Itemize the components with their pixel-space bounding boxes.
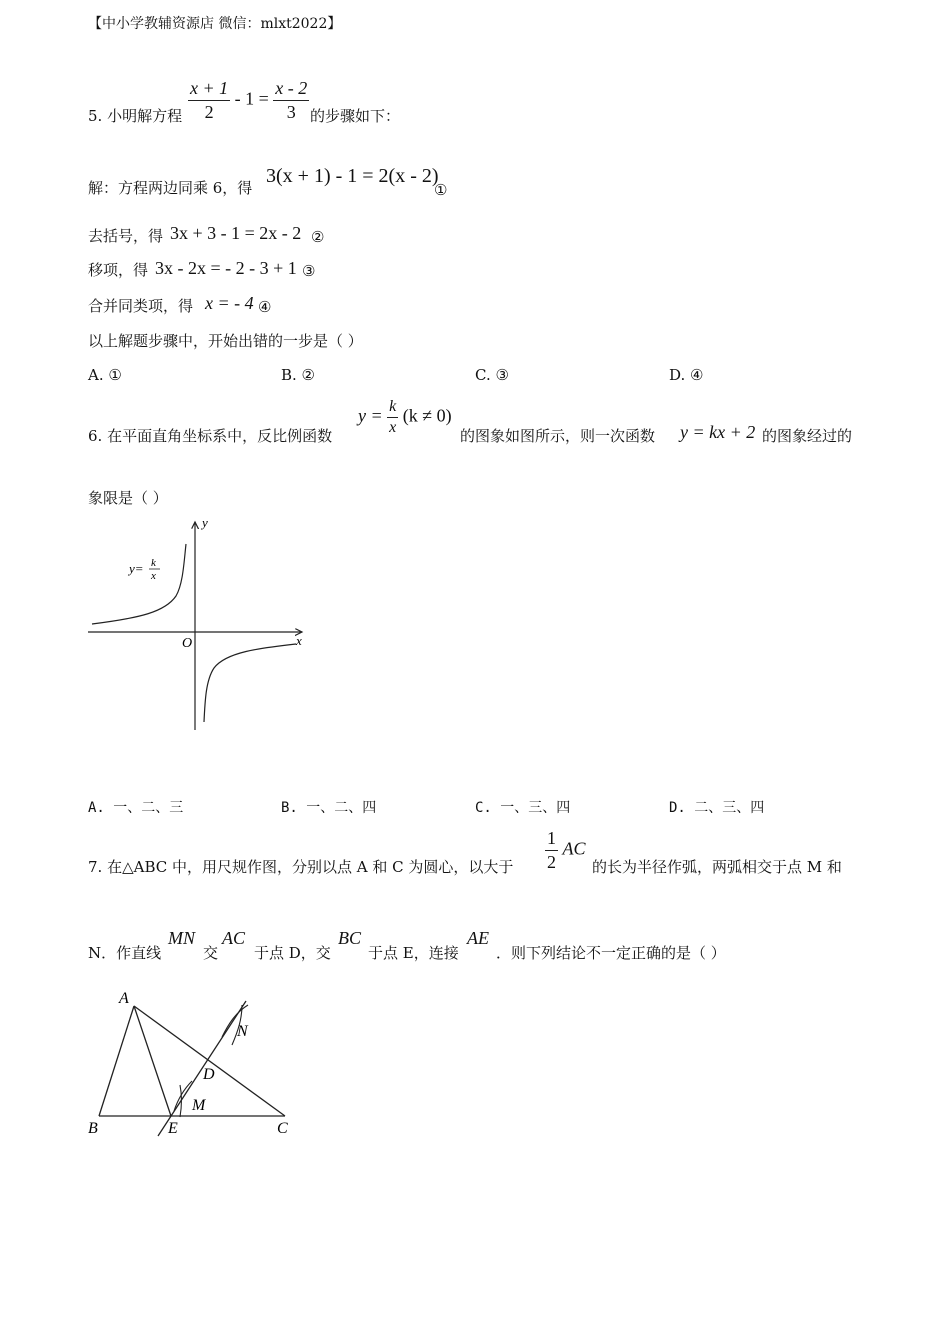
q5-option-d: D. ④ — [669, 366, 704, 384]
curve-label-num: k — [151, 557, 156, 569]
q5-option-b: B. ② — [281, 366, 316, 384]
q7-line2-jiao: 交 — [203, 944, 219, 962]
q5-frac2-den: 3 — [286, 102, 296, 122]
q5-step2-label: 去括号，得 — [88, 227, 164, 245]
label-a: A — [119, 990, 129, 1007]
side-ab — [99, 1006, 134, 1116]
q5-frac2-num: x - 2 — [273, 78, 309, 101]
q7-line2-ae: AE — [467, 928, 489, 948]
q7-line2-d: 于点 D，交 — [254, 944, 331, 962]
q5-step2-mark: ② — [311, 228, 325, 246]
q7-line2-bc: BC — [338, 928, 362, 948]
curve-branch-q2 — [92, 544, 186, 624]
q5-step4-math: x = - 4 — [205, 293, 254, 313]
q5-option-c: C. ③ — [475, 366, 509, 384]
q5-step2-math: 3x + 3 - 1 = 2x - 2 — [170, 223, 302, 243]
label-m: M — [192, 1097, 206, 1114]
q6-option-d: D. 二、三、四 — [669, 800, 765, 816]
curve-label-den: x — [151, 570, 156, 582]
q7-half-var: AC — [562, 838, 586, 859]
q5-question: 以上解题步骤中，开始出错的一步是（ ） — [88, 332, 363, 350]
q5-step3-label: 移项，得 — [88, 261, 149, 279]
q5-prefix: 5. 小明解方程 — [88, 107, 183, 125]
curve-label-y: y= — [129, 561, 144, 576]
q5-step3-math: 3x - 2x = - 2 - 3 + 1 — [155, 258, 297, 278]
q7-line2-end: ．则下列结论不一定正确的是（ ） — [496, 944, 726, 962]
q5-frac1-num: x + 1 — [188, 78, 230, 101]
q5-step4-mark: ④ — [258, 298, 272, 316]
q6-line2: 象限是（ ） — [88, 489, 168, 507]
q7-line2-n: N．作直线 — [88, 944, 162, 962]
q5-step1-label: 解：方程两边同乘 6，得 — [88, 179, 253, 197]
q5-step1-math: 3(x + 1) - 1 = 2(x - 2) — [266, 165, 439, 187]
x-axis-label: x — [296, 633, 302, 648]
q6-function — [358, 398, 452, 437]
y-axis-label: y — [202, 515, 208, 530]
label-b: B — [88, 1120, 98, 1137]
label-e: E — [168, 1120, 178, 1137]
q7-line2-e: 于点 E，连接 — [368, 944, 459, 962]
q5-step4-label: 合并同类项，得 — [88, 297, 194, 315]
label-d: D — [203, 1066, 215, 1083]
q6-mid: 的图象如图所示，则一次函数 — [460, 427, 656, 445]
triangle-figure — [80, 985, 310, 1145]
label-n: N — [237, 1023, 248, 1040]
side-ac — [134, 1006, 285, 1116]
q7-suffix: 的长为半径作弧，两弧相交于点 M 和 — [592, 858, 842, 876]
label-c: C — [277, 1120, 288, 1137]
q6-func-cond: (k ≠ 0) — [402, 405, 452, 426]
q7-line2-ac: AC — [222, 928, 246, 948]
q7-line2-mn: MN — [168, 928, 195, 948]
q6-option-a: A. 一、二、三 — [88, 800, 184, 816]
q6-prefix: 6. 在平面直角坐标系中，反比例函数 — [88, 427, 333, 445]
q7-half-num: 1 — [545, 828, 558, 851]
q5-step3-mark: ③ — [302, 262, 316, 280]
header-text: 【中小学教辅资源店 微信：mlxt2022】 — [88, 16, 342, 32]
segment-ae — [134, 1006, 171, 1116]
q5-step1-mark: ① — [434, 181, 448, 199]
q6-option-b: B. 一、二、四 — [281, 800, 377, 816]
q6-func-den: x — [389, 419, 397, 436]
q6-suffix: 的图象经过的 — [762, 427, 853, 445]
q5-suffix: 的步骤如下： — [310, 107, 401, 125]
curve-branch-q4 — [204, 644, 296, 722]
q6-option-c: C. 一、三、四 — [475, 800, 571, 816]
q5-eq-mid: - 1 = — [234, 88, 269, 109]
q5-frac1-den: 2 — [204, 102, 214, 122]
q7-half-den: 2 — [547, 852, 556, 872]
q7-half-ac — [545, 828, 586, 873]
q5-option-a: A. ① — [88, 366, 122, 384]
q7-prefix: 7. 在△ABC 中，用尺规作图，分别以点 A 和 C 为圆心，以大于 — [88, 858, 514, 876]
q5-equation — [188, 78, 309, 123]
hyperbola-graph — [80, 510, 320, 740]
q6-func-y: y = — [358, 405, 383, 426]
origin-label: O — [182, 636, 193, 651]
q6-linear: y = kx + 2 — [680, 422, 756, 442]
q6-func-num: k — [387, 398, 398, 418]
